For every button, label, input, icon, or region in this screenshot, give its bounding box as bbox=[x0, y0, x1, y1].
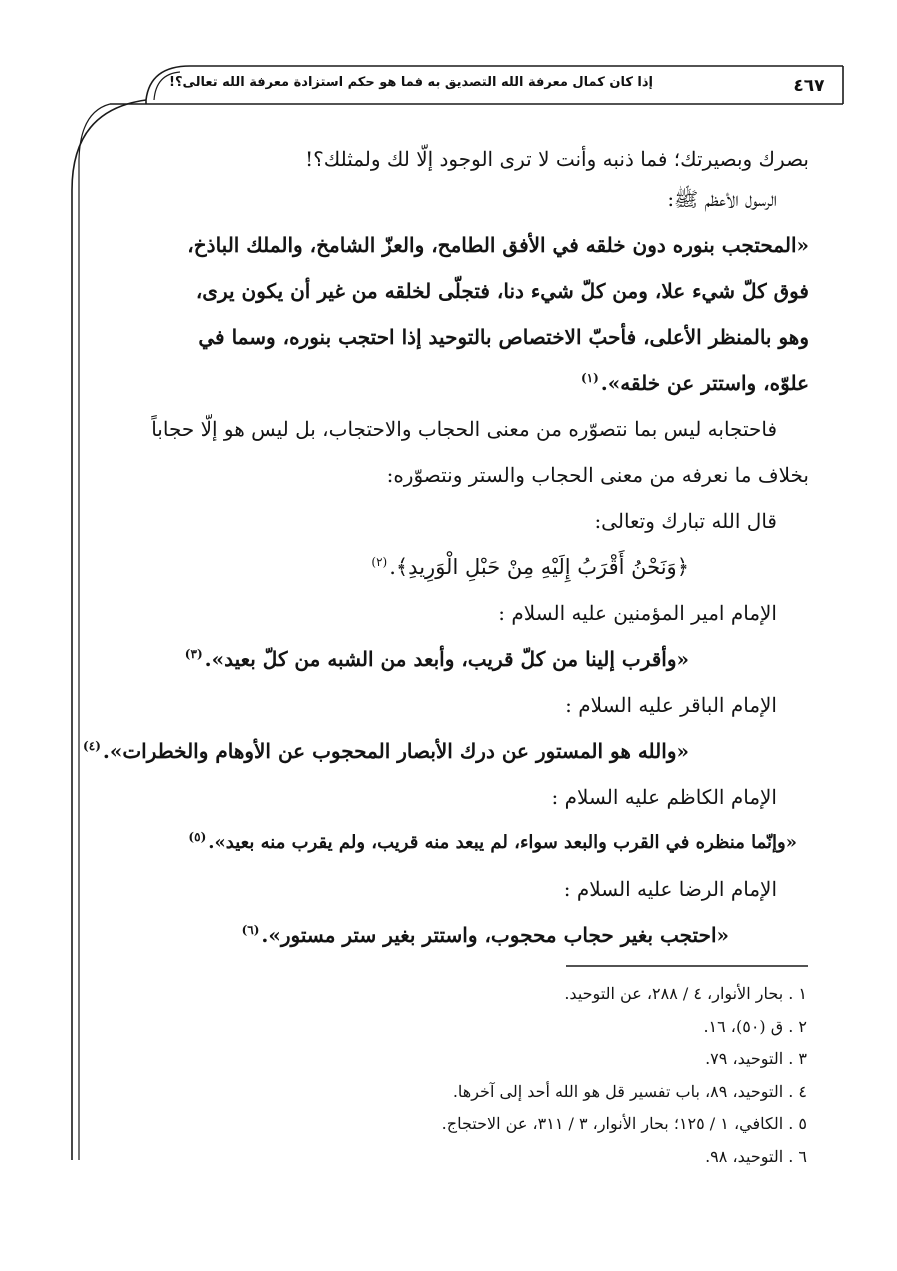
ali-quote-line bbox=[119, 636, 809, 682]
footnote-ref-5: (٥) bbox=[188, 830, 207, 844]
speaker-baqir: الإمام الباقر عليه السلام : bbox=[565, 693, 777, 717]
main-text bbox=[83, 142, 809, 958]
footnote-item: ٦ . التوحيد، ٩٨. bbox=[705, 1146, 807, 1166]
rida-quote: «احتجب بغير حجاب محجوب، واستتر بغير ستر مستور». bbox=[261, 923, 729, 947]
footnote-item: ٤ . التوحيد، ٨٩، باب تفسير قل هو الله أحد إلى آخرها. bbox=[452, 1081, 807, 1101]
footnote-item: ٢ . ق (٥٠)، ١٦. bbox=[703, 1016, 807, 1036]
opening-line: بصرك وبصيرتك؛ فما ذنبه وأنت لا ترى الوجود إلّا لك ولمثلك؟! bbox=[305, 147, 809, 171]
speaker-ali: الإمام امير المؤمنين عليه السلام : bbox=[498, 601, 777, 625]
baqir-quote-line bbox=[83, 728, 809, 774]
rida-quote-line bbox=[119, 912, 809, 958]
footnote-ref-1: (١) bbox=[580, 371, 599, 386]
footnote-ref-6: (٦) bbox=[241, 923, 260, 938]
prophet-quote bbox=[119, 222, 809, 406]
kazim-quote-line bbox=[119, 820, 809, 866]
footnote-ref-3: (٣) bbox=[184, 647, 203, 662]
prophet-quote-line: «المحتجب بنوره دون خلقه في الأفق الطامح، والعزّ الشامخ، والملك الباذخ، bbox=[187, 233, 809, 257]
prophet-quote-line: فوق كلّ شيء علا، ومن كلّ شيء دنا، فتجلّى لخلقه من غير أن يكون يرى، bbox=[195, 279, 809, 303]
quran-verse-line bbox=[119, 544, 809, 590]
baqir-quote: «والله هو المستور عن درك الأبصار المحجوب عن الأوهام والخطرات». bbox=[102, 739, 689, 763]
explanation-line: بخلاف ما نعرفه من معنى الحجاب والستر ونتصوّره: bbox=[386, 463, 809, 487]
quran-verse: ﴿وَنَحْنُ أَقْرَبُ إِلَيْهِ مِنْ حَبْلِ الْوَرِيدِ﴾. bbox=[389, 555, 689, 579]
footnote-ref-2: (٢) bbox=[371, 555, 388, 569]
footnote-item: ١ . بحار الأنوار، ٤ / ٢٨٨، عن التوحيد. bbox=[564, 984, 807, 1003]
quran-intro: قال الله تبارك وتعالى: bbox=[594, 509, 777, 533]
speaker-kazim: الإمام الكاظم عليه السلام : bbox=[551, 785, 777, 809]
prophet-quote-line: وهو بالمنظر الأعلى، فأحبّ الاختصاص بالتوحيد إذا احتجب بنوره، وسما في bbox=[198, 325, 809, 349]
footnote-item: ٣ . التوحيد، ٧٩. bbox=[705, 1049, 807, 1068]
left-margin-line-inner bbox=[79, 104, 110, 1160]
speaker-prophet: الرسول الأعظم ﷺ: bbox=[667, 187, 777, 211]
footnote-item: ٥ . الكافي، ١ / ١٢٥؛ بحار الأنوار، ٣ / ٣١١، عن الاحتجاج. bbox=[441, 1114, 807, 1133]
footnote-ref-4: (٤) bbox=[83, 739, 101, 754]
ali-quote: «وأقرب إلينا من كلّ قريب، وأبعد من الشبه من كلّ بعيد». bbox=[204, 647, 689, 671]
page-number: ٤٦٧ bbox=[793, 76, 825, 96]
prophet-quote-line bbox=[119, 360, 809, 406]
kazim-quote: «وإنّما منظره في القرب والبعد سواء، لم يبعد منه قريب، ولم يقرب منه بعيد». bbox=[208, 832, 797, 853]
running-title: إذا كان كمال معرفة الله التصديق به فما هو حكم استزادة معرفة الله تعالى؟! bbox=[169, 75, 653, 90]
speaker-rida: الإمام الرضا عليه السلام : bbox=[563, 877, 777, 901]
prophet-quote-last: علوّه، واستتر عن خلقه». bbox=[600, 371, 809, 395]
explanation-line: فاحتجابه ليس بما نتصوّره من معنى الحجاب والاحتجاب، بل ليس هو إلّا حجاباً bbox=[151, 417, 777, 441]
footnotes bbox=[287, 978, 807, 1173]
